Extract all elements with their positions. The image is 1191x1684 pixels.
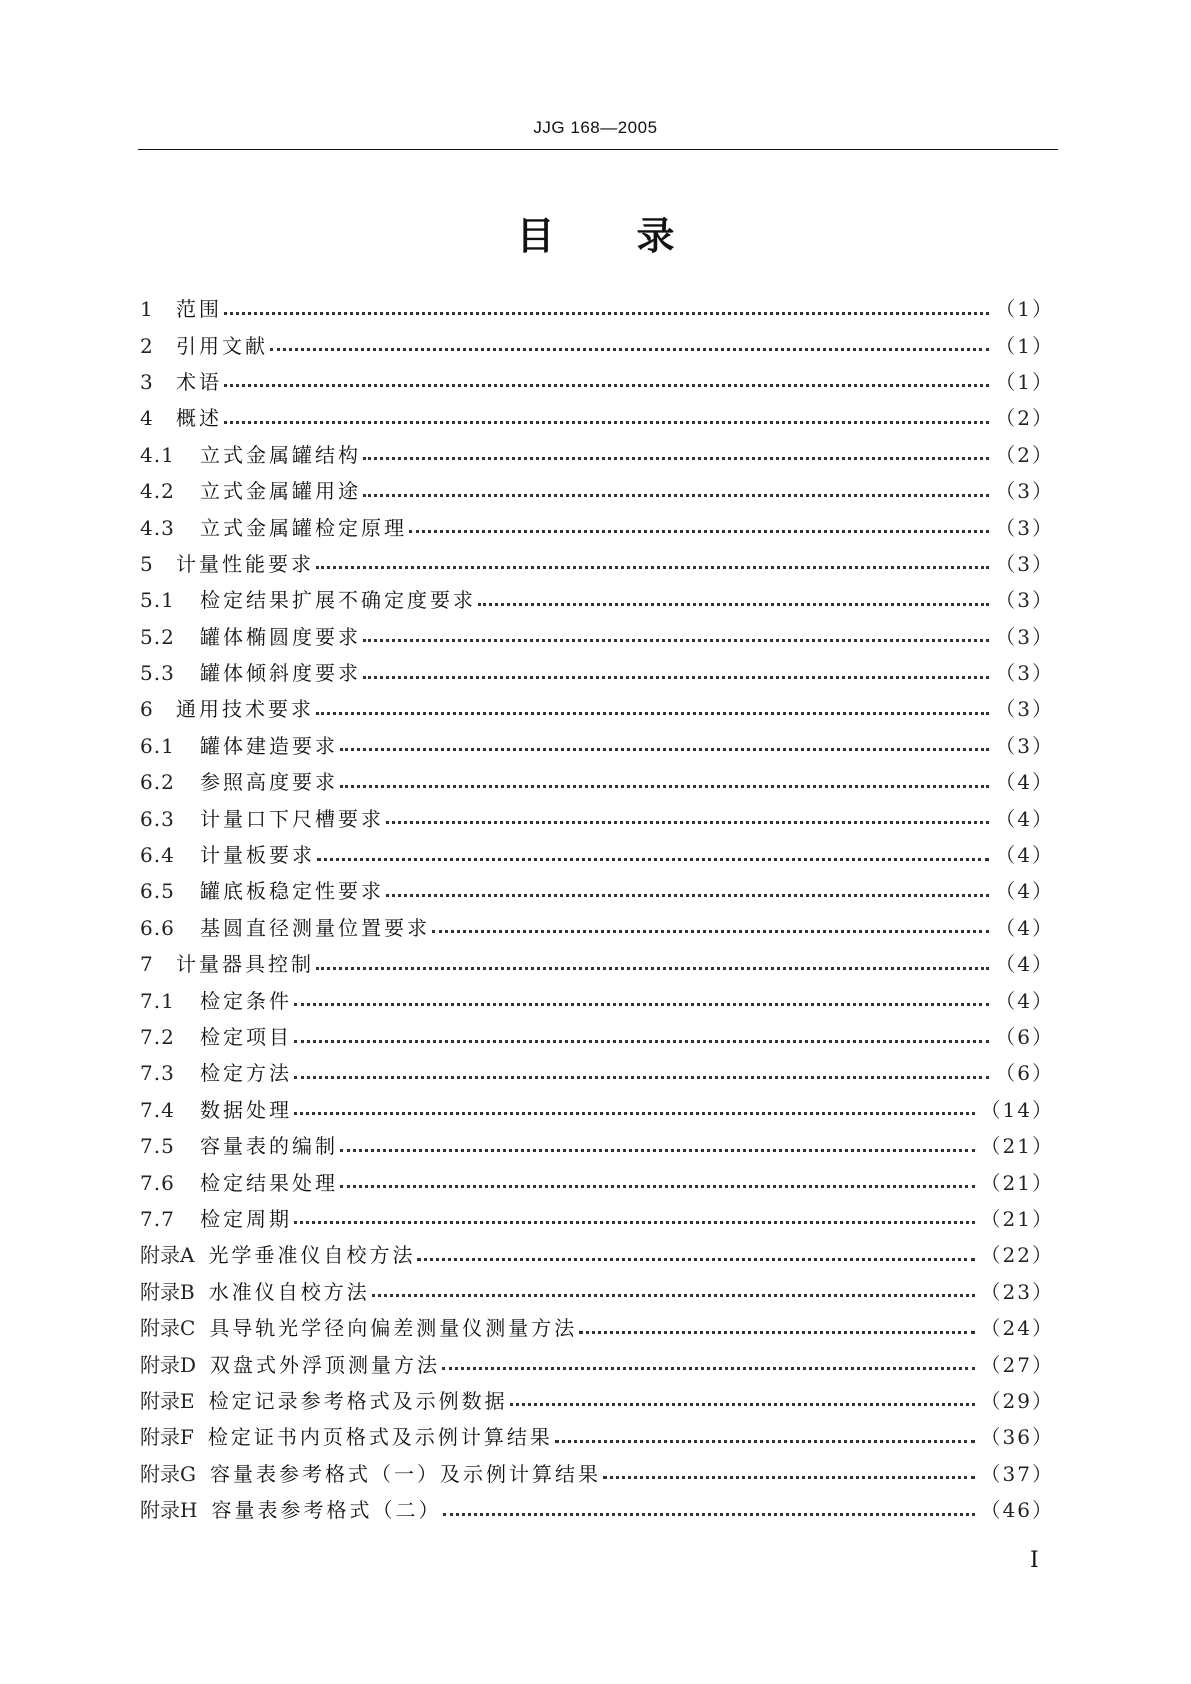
toc-entry-label: 立式金属罐检定原理 [200, 515, 407, 540]
header-divider [138, 149, 1058, 150]
toc-entry[interactable] [140, 837, 1054, 873]
toc-entry[interactable] [140, 1164, 1054, 1200]
toc-entry[interactable] [140, 728, 1054, 764]
toc-dot-leader [510, 1403, 975, 1406]
toc-entry-page: （27） [980, 1352, 1054, 1377]
toc-entry-page: （21） [980, 1206, 1054, 1231]
toc-entry-number: 附录F [140, 1425, 194, 1450]
toc-entry-page: （37） [980, 1461, 1054, 1486]
toc-appendix-entry[interactable] [140, 1492, 1054, 1528]
toc-entry[interactable] [140, 1019, 1054, 1055]
toc-entry-page: （22） [980, 1243, 1054, 1268]
toc-entry-number: 5.2 [140, 624, 175, 649]
title-char-2: 录 [636, 214, 675, 258]
toc-entry[interactable] [140, 691, 1054, 727]
toc-dot-leader [340, 785, 989, 788]
toc-entry[interactable] [140, 473, 1054, 509]
toc-entry-label: 罐体倾斜度要求 [200, 661, 361, 686]
toc-entry-label: 立式金属罐结构 [200, 442, 361, 467]
toc-entry-page: （36） [980, 1425, 1054, 1450]
toc-entry-label: 检定方法 [200, 1061, 292, 1086]
toc-entry-page: （1） [995, 297, 1054, 322]
toc-appendix-entry[interactable] [140, 1383, 1054, 1419]
toc-entry-page: （21） [980, 1170, 1054, 1195]
page-number: I [1030, 1548, 1039, 1573]
toc-dot-leader [340, 748, 989, 751]
toc-dot-leader [409, 530, 989, 533]
toc-dot-leader [603, 1476, 975, 1479]
toc-entry-label: 光学垂准仪自校方法 [208, 1243, 416, 1268]
toc-entry-page: （3） [995, 588, 1054, 613]
toc-entry-label: 引用文献 [176, 333, 268, 358]
toc-entry[interactable] [140, 1201, 1054, 1237]
toc-dot-leader [294, 1112, 975, 1115]
toc-entry-page: （4） [995, 843, 1054, 868]
toc-dot-leader [443, 1513, 974, 1516]
toc-entry-page: （6） [995, 1025, 1054, 1049]
toc-entry-number: 7.2 [140, 1025, 175, 1049]
toc-entry-number: 6.1 [140, 733, 175, 758]
toc-appendix-entry[interactable] [140, 1456, 1054, 1492]
toc-entry-number: 7.5 [140, 1134, 175, 1159]
toc-entry-label: 检定记录参考格式及示例数据 [208, 1388, 508, 1413]
toc-entry-label: 罐底板稳定性要求 [200, 879, 384, 904]
toc-entry-label: 容量表参考格式（二） [211, 1498, 442, 1523]
toc-entry-label: 计量板要求 [200, 843, 315, 868]
page-title [0, 205, 1191, 260]
toc-entry-page: （1） [995, 369, 1054, 394]
toc-entry-number: 6.2 [140, 770, 175, 795]
toc-dot-leader [363, 676, 989, 679]
toc-dot-leader [417, 1258, 974, 1261]
toc-entry[interactable] [140, 546, 1054, 582]
toc-dot-leader [340, 1185, 975, 1188]
toc-dot-leader [317, 858, 989, 861]
toc-entry-number: 7.7 [140, 1206, 175, 1231]
toc-entry-label: 数据处理 [200, 1097, 292, 1122]
toc-dot-leader [442, 1367, 975, 1370]
toc-entry-page: （4） [995, 915, 1054, 940]
toc-dot-leader [363, 494, 989, 497]
toc-entry-page: （3） [995, 733, 1054, 758]
toc-appendix-entry[interactable] [140, 1237, 1054, 1273]
toc-entry-number: 7.6 [140, 1170, 175, 1195]
toc-entry-label: 检定项目 [200, 1025, 292, 1049]
toc-entry[interactable] [140, 873, 1054, 909]
toc-entry[interactable] [140, 509, 1054, 545]
toc-entry-page: （14） [980, 1097, 1054, 1122]
toc-dot-leader [478, 603, 989, 606]
toc-dot-leader [294, 1221, 975, 1224]
toc-entry-page: （21） [980, 1134, 1054, 1159]
toc-entry-label: 检定周期 [200, 1206, 292, 1231]
toc-entry-page: （6） [995, 1061, 1054, 1086]
toc-dot-leader [224, 312, 989, 315]
toc-entry-label: 参照高度要求 [200, 770, 338, 795]
title-char-1: 目 [516, 214, 555, 258]
toc-entry-number: 7 [140, 952, 154, 977]
toc-entry-page: （3） [995, 551, 1054, 576]
toc-dot-leader [294, 1076, 989, 1079]
toc-entry-label: 立式金属罐用途 [200, 479, 361, 504]
toc-entry-number: 附录D [140, 1352, 197, 1377]
toc-entry-page: （2） [995, 442, 1054, 467]
toc-entry[interactable] [140, 800, 1054, 836]
toc-entry[interactable] [140, 582, 1054, 618]
toc-entry-number: 7.3 [140, 1061, 175, 1086]
toc-entry-number: 7.4 [140, 1097, 175, 1122]
toc-dot-leader [316, 566, 989, 569]
toc-entry-label: 检定结果处理 [200, 1170, 338, 1195]
toc-dot-leader [579, 1331, 974, 1334]
toc-dot-leader [363, 457, 989, 460]
toc-dot-leader [386, 821, 989, 824]
toc-entry-label: 基圆直径测量位置要求 [200, 915, 430, 940]
toc-entry-label: 罐体建造要求 [200, 733, 338, 758]
toc-dot-leader [316, 712, 989, 715]
toc-entry[interactable] [140, 1092, 1054, 1128]
toc-entry-label: 双盘式外浮顶测量方法 [210, 1352, 441, 1377]
toc-entry-label: 通用技术要求 [176, 697, 314, 722]
toc-entry-page: （23） [980, 1279, 1054, 1304]
toc-entry-number: 2 [140, 333, 154, 358]
toc-entry-label: 检定证书内页格式及示例计算结果 [207, 1425, 553, 1450]
toc-entry-label: 罐体椭圆度要求 [200, 624, 361, 649]
toc-entry-number: 1 [140, 297, 154, 322]
toc-entry-page: （3） [995, 515, 1054, 540]
toc-entry-label: 计量性能要求 [176, 551, 314, 576]
toc-entry-page: （24） [980, 1316, 1054, 1341]
toc-entry-number: 5 [140, 551, 154, 576]
toc-entry-number: 6.6 [140, 915, 175, 940]
toc-entry[interactable] [140, 619, 1054, 655]
toc-entry-number: 6.4 [140, 843, 175, 868]
toc-dot-leader [372, 1294, 975, 1297]
toc-entry[interactable] [140, 400, 1054, 436]
toc-entry-label: 范围 [176, 297, 222, 322]
toc-entry-label: 容量表参考格式（一）及示例计算结果 [209, 1461, 601, 1486]
toc-entry-label: 术语 [176, 369, 222, 394]
toc-entry-page: （3） [995, 479, 1054, 504]
toc-entry-number: 6.5 [140, 879, 175, 904]
toc-entry-number: 3 [140, 369, 154, 394]
toc-entry[interactable] [140, 1128, 1054, 1164]
toc-dot-leader [294, 1040, 989, 1043]
toc-entry-page: （1） [995, 333, 1054, 358]
toc-entry-page: （29） [980, 1388, 1054, 1413]
toc-entry-page: （4） [995, 952, 1054, 977]
toc-entry-number: 4.3 [140, 515, 175, 540]
toc-entry[interactable] [140, 910, 1054, 946]
toc-entry-number: 7.1 [140, 988, 175, 1013]
toc-entry-label: 概述 [176, 406, 222, 431]
toc-entry-number: 6.3 [140, 806, 175, 831]
toc-dot-leader [270, 348, 989, 351]
toc-appendix-entry[interactable] [140, 1419, 1054, 1455]
toc-entry-number: 4.1 [140, 442, 175, 467]
table-of-contents [140, 291, 1054, 1528]
toc-appendix-entry[interactable] [140, 1274, 1054, 1310]
toc-entry[interactable] [140, 327, 1054, 363]
toc-entry-page: （3） [995, 661, 1054, 686]
toc-entry-page: （3） [995, 697, 1054, 722]
toc-entry[interactable] [140, 291, 1054, 327]
toc-dot-leader [432, 930, 989, 933]
toc-dot-leader [294, 1003, 989, 1006]
toc-appendix-entry[interactable] [140, 1346, 1054, 1382]
toc-entry-page: （4） [995, 988, 1054, 1013]
toc-entry-page: （4） [995, 770, 1054, 795]
toc-entry-number: 5.3 [140, 661, 175, 686]
toc-entry-number: 附录B [140, 1279, 195, 1304]
toc-dot-leader [340, 1149, 975, 1152]
toc-entry-label: 水准仪自校方法 [208, 1279, 370, 1304]
toc-entry[interactable] [140, 364, 1054, 400]
toc-entry-label: 计量器具控制 [176, 952, 314, 977]
toc-entry-number: 4 [140, 406, 154, 431]
toc-entry[interactable] [140, 764, 1054, 800]
toc-entry[interactable] [140, 946, 1054, 982]
toc-entry-page: （4） [995, 879, 1054, 904]
toc-entry-number: 6 [140, 697, 154, 722]
toc-dot-leader [224, 384, 989, 387]
toc-entry-page: （46） [980, 1498, 1054, 1523]
toc-entry-label: 检定条件 [200, 988, 292, 1013]
toc-entry-label: 计量口下尺槽要求 [200, 806, 384, 831]
toc-entry[interactable] [140, 1055, 1054, 1091]
toc-dot-leader [555, 1440, 975, 1443]
toc-dot-leader [363, 639, 989, 642]
toc-entry-number: 附录E [140, 1388, 195, 1413]
toc-entry-page: （4） [995, 806, 1054, 831]
toc-entry[interactable] [140, 655, 1054, 691]
toc-entry-page: （3） [995, 624, 1054, 649]
toc-entry-label: 容量表的编制 [200, 1134, 338, 1159]
toc-dot-leader [316, 967, 989, 970]
toc-entry-number: 附录G [140, 1461, 196, 1486]
toc-entry-number: 5.1 [140, 588, 175, 613]
toc-entry-number: 4.2 [140, 479, 175, 504]
toc-entry[interactable] [140, 437, 1054, 473]
toc-appendix-entry[interactable] [140, 1310, 1054, 1346]
document-header-code: JJG 168—2005 [533, 118, 658, 137]
toc-entry-page: （2） [995, 406, 1054, 431]
toc-entry-label: 具导轨光学径向偏差测量仪测量方法 [209, 1316, 578, 1341]
toc-dot-leader [386, 894, 989, 897]
toc-entry-number: 附录H [140, 1498, 198, 1523]
toc-dot-leader [224, 421, 989, 424]
toc-entry[interactable] [140, 982, 1054, 1018]
toc-entry-number: 附录C [140, 1316, 196, 1341]
toc-entry-number: 附录A [140, 1243, 195, 1268]
toc-entry-label: 检定结果扩展不确定度要求 [200, 588, 476, 613]
